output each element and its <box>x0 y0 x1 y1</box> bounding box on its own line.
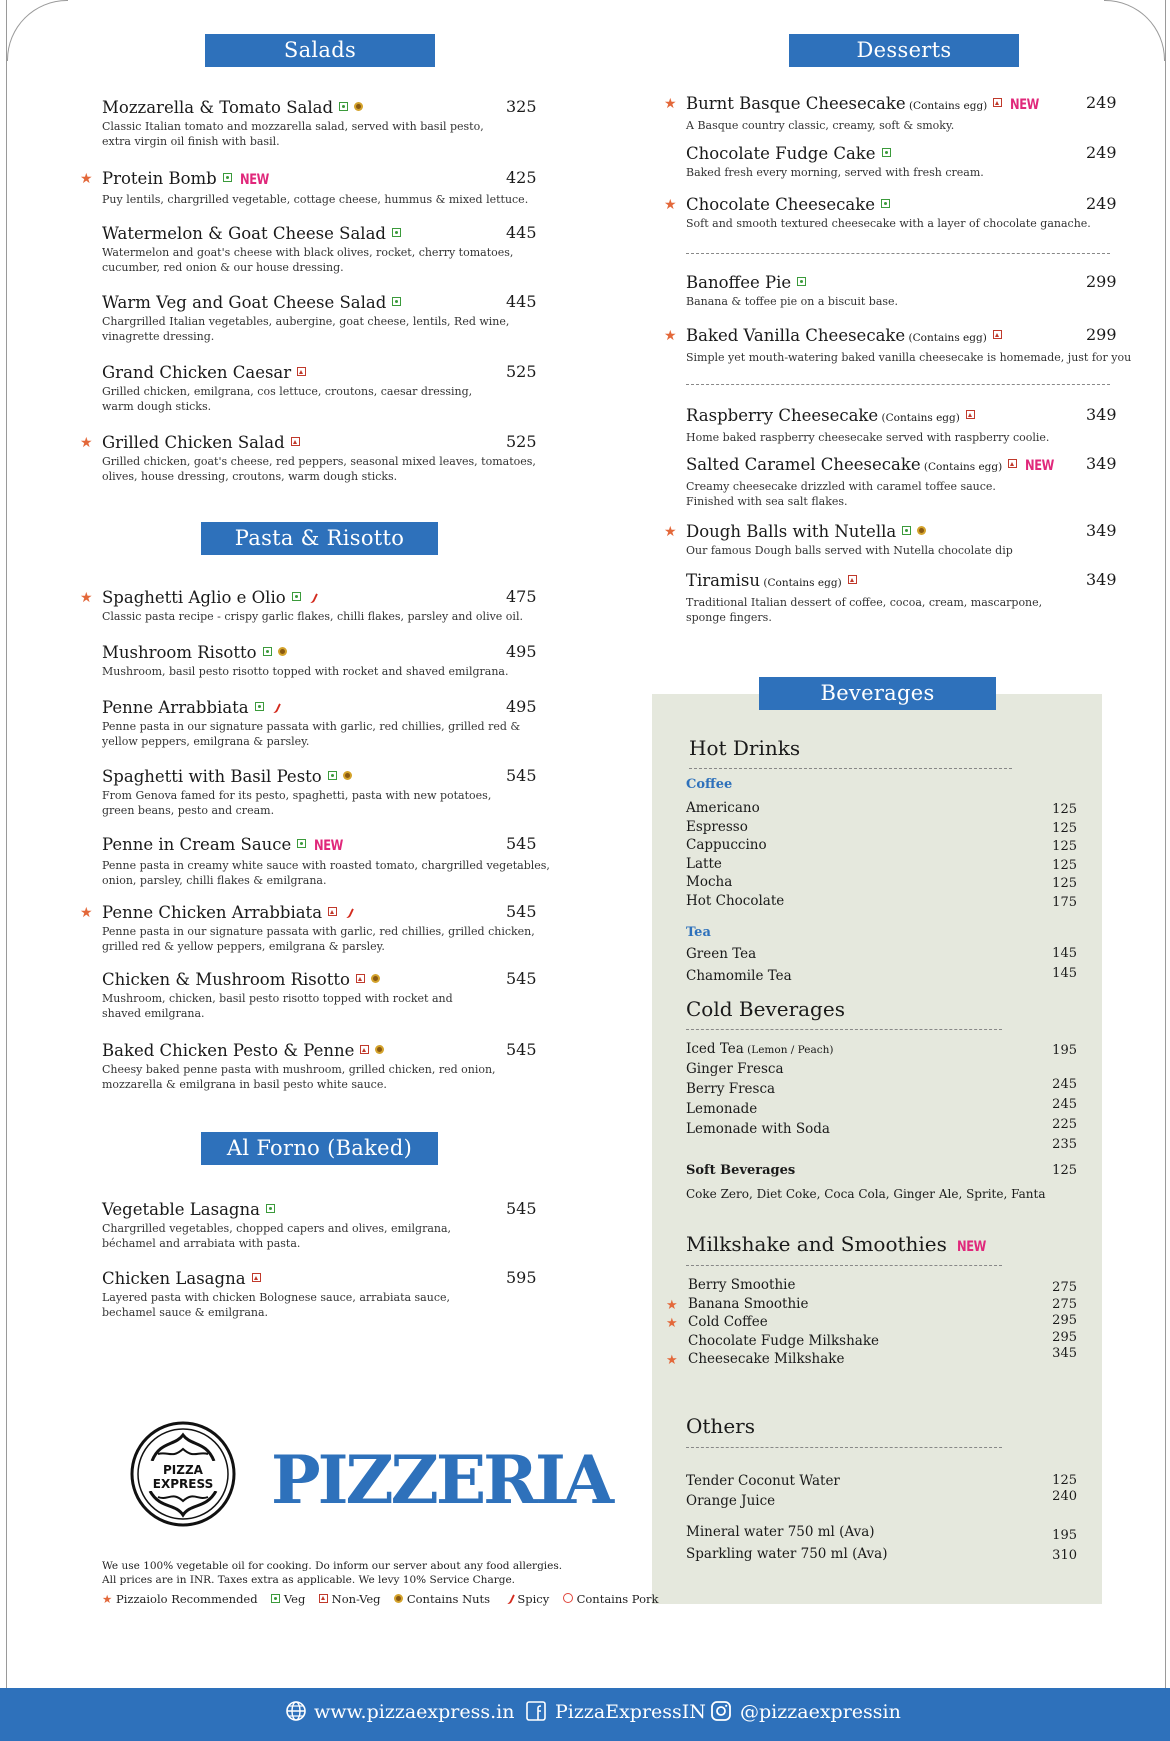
item-price: 545 <box>506 1040 537 1059</box>
website-link[interactable]: www.pizzaexpress.in <box>314 1701 515 1723</box>
item-name: Chicken & Mushroom Risotto <box>102 970 350 989</box>
nonveg-icon <box>328 907 337 916</box>
hot-drinks-heading: Hot Drinks <box>689 736 801 760</box>
beverage-name: Hot Chocolate <box>686 893 785 909</box>
item-name-row <box>102 362 552 383</box>
star-icon: ★ <box>666 1353 678 1368</box>
legend-label: Contains Nuts <box>406 1592 491 1606</box>
nuts-icon <box>278 647 287 656</box>
nonveg-icon <box>1008 459 1017 468</box>
beverage-name: Banana Smoothie <box>688 1295 809 1312</box>
beverage-price: 235 <box>1052 1137 1077 1152</box>
pizzeria-text: PIZZERIA <box>270 1441 612 1519</box>
item-description: Creamy cheesecake drizzled with caramel toffee sauce. Finished with sea salt flakes. <box>686 480 996 508</box>
item-description: Our famous Dough balls served with Nutella chocolate dip <box>686 544 1013 557</box>
legend-label: Spicy <box>517 1592 550 1606</box>
item-description: Cheesy baked penne pasta with mushroom, grilled chicken, red onion, mozzarella & emilgrana in basil pesto white sauce. <box>102 1063 496 1091</box>
item-description: Penne pasta in our signature passata with garlic, red chillies, grilled chicken, grilled red & yellow peppers, emilgrana & parsley. <box>102 925 535 953</box>
item-price: 425 <box>506 168 537 187</box>
veg-icon <box>263 647 272 656</box>
menu-item <box>686 454 1136 509</box>
item-name-row <box>686 194 1136 215</box>
item-name: Chocolate Fudge Cake <box>686 144 876 163</box>
nonveg-icon <box>297 367 306 376</box>
divider <box>686 384 1110 385</box>
item-price: 475 <box>506 587 537 606</box>
menu-item <box>102 292 552 344</box>
section-header-beverages: Beverages <box>759 677 996 710</box>
milkshake-heading: Milkshake and Smoothies <box>686 1232 947 1256</box>
item-price: 525 <box>506 362 537 381</box>
item-description: Classic Italian tomato and mozzarella salad, served with basil pesto, extra virgin oil finish with basil. <box>102 120 484 148</box>
veg-icon <box>292 592 301 601</box>
beverage-name: Americano <box>686 800 760 816</box>
item-description: A Basque country classic, creamy, soft & smoky. <box>686 119 955 132</box>
menu-item <box>102 1268 552 1320</box>
beverage-price: 125 <box>1052 820 1077 836</box>
milkshake-heading-row <box>686 1232 992 1256</box>
veg-icon <box>255 702 264 711</box>
new-badge: NEW <box>1025 458 1055 474</box>
item-name-row <box>686 325 1136 349</box>
beverage-name: Cheesecake Milkshake <box>688 1351 845 1367</box>
note-line: We use 100% vegetable oil for cooking. Do inform our server about any food allergies. <box>102 1560 563 1572</box>
beverage-name: Berry Smoothie <box>688 1277 796 1293</box>
beverage-price: 145 <box>1052 946 1077 961</box>
item-price: 525 <box>506 432 537 451</box>
item-description: Chargrilled Italian vegetables, aubergine, goat cheese, lentils, Red wine, vinagrette dressing. <box>102 315 510 343</box>
menu-item <box>102 362 552 414</box>
item-name: Spaghetti Aglio e Olio <box>102 588 286 607</box>
item-name: Protein Bomb <box>102 169 217 188</box>
item-description: Mushroom, basil pesto risotto topped with rocket and shaved emilgrana. <box>102 665 509 678</box>
menu-item <box>80 432 552 484</box>
section-header-pasta: Pasta & Risotto <box>201 522 438 555</box>
item-price: 595 <box>506 1268 537 1287</box>
beverage-name: Orange Juice <box>686 1493 776 1509</box>
item-name-row <box>102 969 552 990</box>
veg-icon <box>392 228 401 237</box>
item-price: 545 <box>506 1199 537 1218</box>
menu-item <box>664 325 1136 365</box>
item-price: 495 <box>506 642 537 661</box>
item-name: Burnt Basque Cheesecake <box>686 94 906 113</box>
item-price: 545 <box>506 969 537 988</box>
beverage-name: Green Tea <box>686 946 757 962</box>
veg-icon <box>797 277 806 286</box>
nuts-icon <box>354 102 363 111</box>
item-name: Chicken Lasagna <box>102 1269 246 1288</box>
instagram-icon <box>710 1700 732 1722</box>
chilli-icon <box>343 907 353 917</box>
beverage-name: Chocolate Fudge Milkshake <box>688 1332 880 1349</box>
star-icon: ★ <box>80 435 93 451</box>
veg-icon <box>392 297 401 306</box>
item-description: Baked fresh every morning, served with fresh cream. <box>686 166 984 179</box>
item-description: Grilled chicken, emilgrana, cos lettuce, croutons, caesar dressing, warm dough sticks. <box>102 385 473 413</box>
logo-text: EXPRESS <box>152 1477 214 1491</box>
item-note: (Contains egg) <box>905 332 987 344</box>
section-header-salads: Salads <box>205 34 435 67</box>
item-price: 545 <box>506 766 537 785</box>
menu-item <box>102 642 552 679</box>
item-description: Chargrilled vegetables, chopped capers and olives, emilgrana, béchamel and arrabiata with pasta. <box>102 1222 452 1250</box>
menu-item <box>80 902 552 954</box>
item-description: Penne pasta in our signature passata with garlic, red chillies, grilled red & yellow peppers, emilgrana & parsley. <box>102 720 521 748</box>
item-description: Layered pasta with chicken Bolognese sauce, arrabiata sauce, bechamel sauce & emilgrana. <box>102 1291 450 1319</box>
item-name-row <box>686 143 1136 164</box>
nonveg-icon <box>291 437 300 446</box>
item-name: Baked Vanilla Cheesecake <box>686 326 906 345</box>
nonveg-icon <box>356 974 365 983</box>
item-price: 249 <box>1086 143 1117 162</box>
item-price: 249 <box>1086 194 1117 213</box>
new-badge: NEW <box>956 1239 986 1255</box>
item-name: Spaghetti with Basil Pesto <box>102 767 322 786</box>
new-badge: NEW <box>1010 97 1040 113</box>
veg-icon <box>328 771 337 780</box>
nuts-icon <box>375 1045 384 1054</box>
nonveg-icon <box>319 1594 328 1603</box>
beverage-price: 310 <box>1052 1548 1077 1563</box>
menu-item <box>80 168 552 207</box>
nonveg-icon <box>993 98 1002 107</box>
menu-item <box>102 969 552 1021</box>
chilli-icon <box>307 592 317 602</box>
nonveg-icon <box>993 330 1002 339</box>
item-description: Home baked raspberry cheesecake served with raspberry coolie. <box>686 431 1050 444</box>
item-price: 445 <box>506 223 537 242</box>
beverage-name: Ginger Fresca <box>686 1061 784 1077</box>
soft-beverages-list: Coke Zero, Diet Coke, Coca Cola, Ginger Ale, Sprite, Fanta <box>686 1187 1046 1201</box>
item-price: 299 <box>1086 325 1117 344</box>
soft-beverages-heading: Soft Beverages <box>686 1163 796 1178</box>
item-name: Dough Balls with Nutella <box>686 522 897 541</box>
beverage-price: 240 <box>1052 1489 1077 1504</box>
menu-item <box>80 587 552 624</box>
item-name: Warm Veg and Goat Cheese Salad <box>102 293 387 312</box>
item-name-row <box>102 1199 552 1220</box>
beverage-price: 225 <box>1052 1117 1077 1132</box>
others-heading: Others <box>686 1414 755 1438</box>
legend <box>102 1592 668 1606</box>
section-header-alforno: Al Forno (Baked) <box>201 1132 438 1165</box>
beverage-price: 275 <box>1052 1280 1077 1295</box>
star-icon: ★ <box>80 171 93 187</box>
item-name: Watermelon & Goat Cheese Salad <box>102 224 386 243</box>
item-name-row <box>686 454 1136 478</box>
beverage-name: Mocha <box>686 874 733 891</box>
beverage-name: Tender Coconut Water <box>686 1473 840 1489</box>
beverage-name: Lemonade with Soda <box>686 1121 830 1137</box>
star-icon: ★ <box>664 197 677 213</box>
menu-item <box>664 521 1136 558</box>
divider <box>686 1265 1002 1266</box>
veg-icon <box>266 1204 275 1213</box>
item-name: Penne Chicken Arrabbiata <box>102 903 323 922</box>
beverage-price: 125 <box>1052 857 1077 873</box>
beverage-name: Iced Tea (Lemon / Peach) <box>686 1041 834 1057</box>
instagram-link[interactable]: @pizzaexpressin <box>740 1701 901 1723</box>
nuts-icon <box>371 974 380 983</box>
beverage-price: 125 <box>1052 876 1077 892</box>
item-name: Mozzarella & Tomato Salad <box>102 98 334 117</box>
nonveg-icon <box>360 1045 369 1054</box>
star-icon: ★ <box>666 1297 678 1313</box>
beverage-price: 125 <box>1052 839 1077 855</box>
menu-item <box>102 223 552 275</box>
menu-item <box>686 405 1136 445</box>
beverage-name: Chamomile Tea <box>686 968 792 984</box>
menu-item <box>102 697 552 749</box>
divider <box>686 253 1110 254</box>
coffee-subheading: Coffee <box>686 777 733 792</box>
tea-subheading: Tea <box>686 925 711 940</box>
item-description: From Genova famed for its pesto, spaghetti, pasta with new potatoes, green beans, pesto and cream. <box>102 789 492 817</box>
item-name-row <box>102 642 552 663</box>
beverage-price: 245 <box>1052 1097 1077 1112</box>
item-note: (Contains egg) <box>760 577 842 589</box>
item-name-row <box>686 93 1136 117</box>
beverage-name: Latte <box>686 855 722 872</box>
new-badge: NEW <box>239 172 269 188</box>
item-description: Watermelon and goat's cheese with black olives, rocket, cherry tomatoes, cucumber, red onion & our house dressing. <box>102 246 514 274</box>
item-price: 545 <box>506 834 537 853</box>
beverage-name: Lemonade <box>686 1101 758 1117</box>
legend-label: Contains Pork <box>576 1592 659 1606</box>
beverage-name: Sparkling water 750 ml (Ava) <box>686 1546 888 1562</box>
page-corner <box>1104 0 1165 61</box>
veg-icon <box>339 102 348 111</box>
section-header-desserts: Desserts <box>789 34 1019 67</box>
new-badge: NEW <box>314 838 344 854</box>
menu-item <box>686 143 1136 180</box>
star-icon: ★ <box>664 524 677 540</box>
item-description: Traditional Italian dessert of coffee, cocoa, cream, mascarpone, sponge fingers. <box>686 596 1043 624</box>
item-name: Grilled Chicken Salad <box>102 433 285 452</box>
facebook-icon <box>525 1700 547 1722</box>
beverage-price: 195 <box>1052 1043 1077 1058</box>
logo-text: PIZZA <box>163 1463 203 1477</box>
menu-item <box>102 766 552 818</box>
item-name-row <box>102 902 552 923</box>
item-description: Simple yet mouth-watering baked vanilla cheesecake is homemade, just for you <box>686 351 1132 364</box>
menu-item <box>102 1199 552 1251</box>
item-name: Tiramisu <box>686 571 761 590</box>
item-name: Vegetable Lasagna <box>102 1200 260 1219</box>
item-note: (Contains egg) <box>905 100 988 112</box>
item-name: Raspberry Cheesecake <box>686 406 879 425</box>
item-name-row <box>102 766 552 787</box>
beverage-price: 175 <box>1052 895 1077 910</box>
pizzeria-wordmark <box>270 1440 612 1520</box>
nonveg-icon <box>966 410 975 419</box>
item-note: (Contains egg) <box>878 412 960 424</box>
menu-item <box>686 570 1136 625</box>
beverage-price: 125 <box>1052 802 1077 817</box>
chilli-icon <box>270 702 280 712</box>
item-description: Grilled chicken, goat's cheese, red peppers, seasonal mixed leaves, tomatoes, olives, house dressing, croutons, warm dough sticks. <box>102 455 536 483</box>
beverage-price: 125 <box>1052 1473 1077 1488</box>
star-icon: ★ <box>664 96 677 112</box>
menu-item <box>664 93 1136 133</box>
divider <box>686 1447 1002 1448</box>
item-description: Penne pasta in creamy white sauce with roasted tomato, chargrilled vegetables, onion, parsley, chilli flakes & emilgrana. <box>102 859 550 887</box>
item-name-row <box>102 1040 552 1061</box>
item-name-row <box>102 697 552 718</box>
star-icon: ★ <box>102 1592 113 1606</box>
beverage-price: 345 <box>1052 1346 1077 1361</box>
item-price: 325 <box>506 97 537 116</box>
menu-item <box>664 194 1136 231</box>
veg-icon <box>271 1594 280 1603</box>
facebook-link[interactable]: PizzaExpressIN <box>555 1701 706 1723</box>
item-name: Baked Chicken Pesto & Penne <box>102 1041 355 1060</box>
allergy-note <box>102 1559 562 1587</box>
item-name: Penne in Cream Sauce <box>102 835 292 854</box>
beverage-price: 245 <box>1052 1077 1077 1092</box>
item-name-row <box>102 97 552 118</box>
item-name-row <box>102 587 552 608</box>
divider <box>689 768 1012 769</box>
nuts-icon <box>917 526 926 535</box>
item-name: Chocolate Cheesecake <box>686 195 875 214</box>
star-icon: ★ <box>80 905 93 921</box>
veg-icon <box>297 839 306 848</box>
item-name: Mushroom Risotto <box>102 643 257 662</box>
beverage-price: 195 <box>1052 1528 1077 1543</box>
page-corner <box>7 0 68 61</box>
beverage-name: Berry Fresca <box>686 1081 776 1097</box>
item-name-row <box>102 168 552 191</box>
nuts-icon <box>343 771 352 780</box>
pizzaexpress-logo <box>130 1421 236 1527</box>
item-name-row <box>102 432 552 453</box>
pork-icon <box>563 1593 573 1603</box>
item-description: Banana & toffee pie on a biscuit base. <box>686 295 899 308</box>
item-price: 349 <box>1086 521 1117 540</box>
menu-item <box>686 272 1136 309</box>
globe-icon <box>285 1700 307 1722</box>
chilli-icon <box>504 1593 514 1603</box>
beverage-name: Mineral water 750 ml (Ava) <box>686 1524 875 1540</box>
item-price: 299 <box>1086 272 1117 291</box>
item-name-row <box>686 272 1136 293</box>
legend-label: Pizzaiolo Recommended <box>115 1592 258 1606</box>
item-price: 249 <box>1086 93 1117 112</box>
item-name-row <box>686 521 1136 542</box>
star-icon: ★ <box>666 1316 678 1331</box>
item-name-row <box>686 570 1136 594</box>
footer-bar <box>0 1688 1170 1741</box>
item-name-row <box>102 1268 552 1289</box>
beverage-price: 295 <box>1052 1329 1077 1345</box>
nuts-icon <box>394 1594 403 1603</box>
veg-icon <box>881 199 890 208</box>
veg-icon <box>902 526 911 535</box>
item-name-row <box>686 405 1136 429</box>
beverage-name: Espresso <box>686 818 748 835</box>
legend-label: Veg <box>283 1592 306 1606</box>
menu-item <box>102 1040 552 1092</box>
beverage-name: Cappuccino <box>686 837 767 854</box>
item-name: Penne Arrabbiata <box>102 698 249 717</box>
item-price: 445 <box>506 292 537 311</box>
star-icon: ★ <box>664 328 677 344</box>
item-price: 495 <box>506 697 537 716</box>
veg-icon <box>882 148 891 157</box>
beverage-price: 125 <box>1052 1163 1077 1178</box>
item-name: Salted Caramel Cheesecake <box>686 455 921 474</box>
star-icon: ★ <box>80 590 93 606</box>
item-name-row <box>102 292 552 313</box>
item-description: Classic pasta recipe - crispy garlic flakes, chilli flakes, parsley and olive oil. <box>102 610 523 623</box>
item-price: 349 <box>1086 570 1117 589</box>
item-price: 349 <box>1086 454 1117 473</box>
item-name: Banoffee Pie <box>686 273 792 292</box>
item-name-row <box>102 223 552 244</box>
item-description: Soft and smooth textured cheesecake with a layer of chocolate ganache. <box>686 217 1091 230</box>
item-name-row <box>102 834 552 857</box>
item-description: Mushroom, chicken, basil pesto risotto topped with rocket and shaved emilgrana. <box>102 992 453 1020</box>
item-name: Grand Chicken Caesar <box>102 363 292 382</box>
item-note: (Contains egg) <box>920 461 1003 473</box>
nonveg-icon <box>848 575 857 584</box>
item-description: Puy lentils, chargrilled vegetable, cottage cheese, hummus & mixed lettuce. <box>102 193 529 206</box>
item-price: 349 <box>1086 405 1117 424</box>
veg-icon <box>223 173 232 182</box>
menu-item <box>102 834 552 888</box>
beverage-name: Cold Coffee <box>688 1314 768 1330</box>
beverage-price: 145 <box>1052 966 1077 981</box>
divider <box>686 1029 1002 1030</box>
item-note: (Lemon / Peach) <box>743 1044 834 1056</box>
item-price: 545 <box>506 902 537 921</box>
menu-item <box>102 97 552 149</box>
nonveg-icon <box>252 1273 261 1282</box>
beverage-price: 295 <box>1052 1313 1077 1328</box>
beverage-price: 275 <box>1052 1296 1077 1312</box>
cold-beverages-heading: Cold Beverages <box>686 997 845 1021</box>
legend-label: Non-Veg <box>331 1592 381 1606</box>
note-line: All prices are in INR. Taxes extra as applicable. We levy 10% Service Charge. <box>102 1574 515 1586</box>
